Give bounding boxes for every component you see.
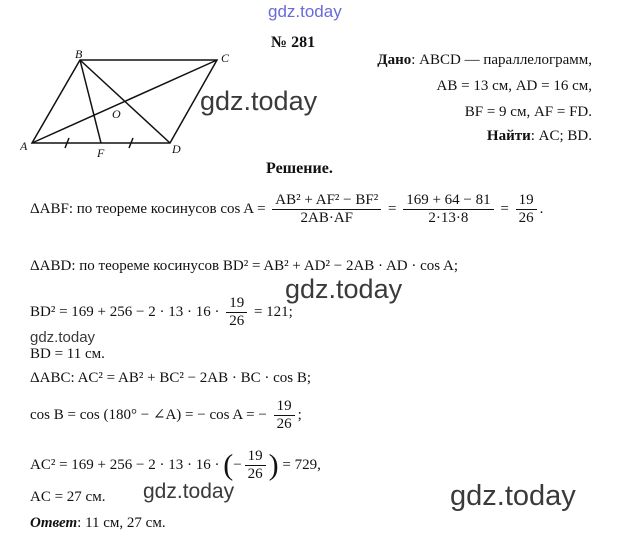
step-7: AC² = 169 + 256 − 2 · 13 · 16 · (− $\frac{19}{26}$ ) = 729,: [30, 448, 321, 482]
step-6: cos B = cos (180° − ∠A) = − cos A = − $\frac{19}{26}$ ;: [30, 398, 302, 432]
step-4: BD = 11 см.: [30, 346, 105, 362]
segment-bf: [80, 60, 101, 143]
label-c: C: [221, 51, 230, 65]
step-5: ΔABC: AC² = AB² + BC² − 2AB · BC · cos B;: [30, 370, 312, 386]
watermark-top: gdz.today: [268, 2, 342, 21]
watermark-low: gdz.today: [143, 480, 235, 503]
step-8: AC = 27 см.: [30, 489, 106, 505]
watermark-mid-2: gdz.today: [285, 274, 403, 304]
given-line-4: Найти: AC; BD.: [486, 128, 592, 144]
step-3: BD² = 169 + 256 − 2 · 13 · 16 · $\frac{19}{26}$ = 121;: [30, 295, 293, 329]
label-f: F: [97, 146, 105, 160]
watermark-small: gdz.today: [30, 329, 96, 346]
solution-heading: Решение.: [266, 160, 333, 177]
given-line-3: BF = 9 см, AF = FD.: [464, 104, 592, 120]
step-2: ΔABD: по теореме косинусов BD² = AB² + AD² − 2AB · AD · cos A;: [30, 258, 459, 274]
diagonal-bd: [80, 60, 170, 143]
label-o: O: [112, 107, 121, 121]
given-line-1: Дано: ABCD — параллелограмм,: [377, 52, 592, 68]
label-a: A: [20, 139, 28, 153]
given-line-2: AB = 13 см, AD = 16 см,: [436, 78, 592, 94]
watermark-bottom-right: gdz.today: [450, 480, 576, 512]
label-b: B: [75, 48, 83, 61]
answer: Ответ: 11 см, 27 см.: [30, 515, 166, 531]
step-1: ΔABF: по теореме косинусов cos A = $\frac{\text{AB² + AF² − BF²}}{2AB\cdot AF}$ = $\frac{169 + 64 - 81}{2\cdot 13\cdot 8}$ = $\frac{19}{26}$ .: [30, 192, 544, 226]
parallelogram-figure: [20, 48, 250, 163]
problem-number: № 281: [271, 34, 316, 51]
label-d: D: [172, 142, 181, 156]
watermark-mid-1: gdz.today: [200, 86, 318, 116]
